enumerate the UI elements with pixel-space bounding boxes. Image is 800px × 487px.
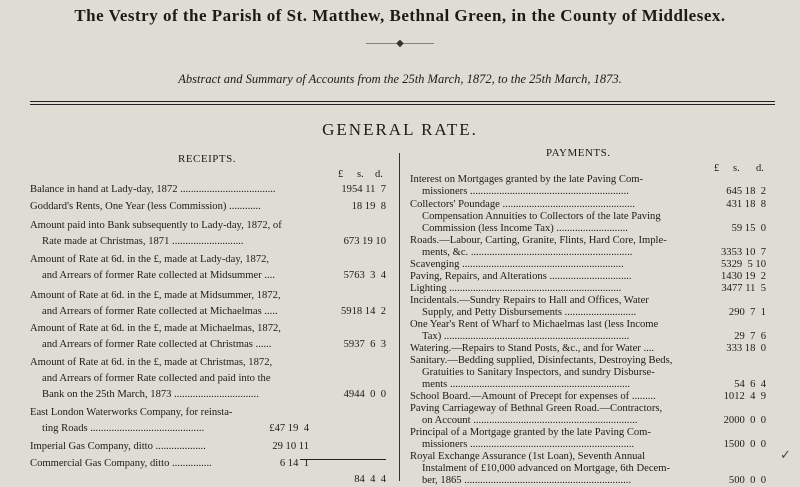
payments-unit-shillings: s. (733, 163, 740, 174)
payment-row-text: Supply, and Petty Disbursements ........................... (422, 307, 637, 318)
payments-unit-pence: d. (756, 163, 764, 174)
receipts-unit-pounds: £ (338, 169, 344, 180)
receipt-row-text: and Arrears of former Rate collected at Midsummer .... (42, 270, 275, 281)
payment-row-text: Paving Carriageway of Bethnal Green Road.—Contractors, (410, 403, 663, 414)
payment-row-text: School Board.—Amount of Precept for expenses of ......... (410, 391, 656, 402)
payment-row-text: Incidentals.—Sundry Repairs to Hall and Offices, Water (410, 295, 649, 306)
receipt-row-amount: 5918 14 2 (340, 306, 386, 317)
payment-row-amount: 3353 10 7 (720, 247, 766, 258)
payment-row-text: Collectors' Poundage .................................................. (410, 199, 635, 210)
receipt-row-text: Commercial Gas Company, ditto ............... (30, 458, 212, 469)
payment-row-amount: 333 18 0 (726, 343, 766, 354)
payment-row-text: Interest on Mortgages granted by the late Paving Com- (410, 174, 644, 185)
payment-row-amount: 1012 4 9 (723, 391, 766, 402)
payment-row-text: Tax) ...................................................................... (422, 331, 630, 342)
section-title: GENERAL RATE. (322, 120, 478, 139)
document-title: The Vestry of the Parish of St. Matthew, Bethnal Green, in the County of Middlesex. (74, 6, 726, 25)
payment-row-amount: 2000 0 0 (723, 415, 766, 426)
payment-row-text: ments, &c. ............................................................. (422, 247, 633, 258)
receipt-row-text: and Arrears of former Rate collected and paid into the (42, 373, 271, 384)
payment-row-text: Compensation Annuities to Collectors of the late Paving (422, 211, 661, 222)
receipt-row-amount: 6 14 1 (279, 458, 309, 469)
tick-mark: ✓ (780, 447, 791, 462)
payment-row-amount: 29 7 6 (734, 331, 766, 342)
payment-row-amount: 1500 0 0 (723, 439, 766, 450)
receipt-row-text: Amount of Rate at 6d. in the £, made at Christmas, 1872, (30, 357, 273, 368)
payment-row-amount: 500 0 0 (728, 475, 766, 486)
subtotal-rule (300, 459, 386, 460)
receipt-row-amount: 673 19 10 (343, 236, 386, 247)
receipt-row-text: Amount of Rate at 6d. in the £, made at Lady-day, 1872, (30, 254, 270, 265)
payments-heading: PAYMENTS. (546, 147, 611, 159)
receipt-row-text: Balance in hand at Lady-day, 1872 .................................... (30, 184, 276, 195)
receipt-row-text: Amount of Rate at 6d. in the £, made at Midsummer, 1872, (30, 290, 281, 301)
payment-row-text: Roads.—Labour, Carting, Granite, Flints, Hard Core, Imple- (410, 235, 667, 246)
payment-row-text: Principal of a Mortgage granted by the late Paving Com- (410, 427, 651, 438)
receipt-row-amount: 4944 0 0 (343, 389, 386, 400)
receipt-row-text: and Arrears of former Rate collected at Michaelmas ..... (42, 306, 278, 317)
payment-row-amount: 59 15 0 (731, 223, 766, 234)
payment-row-text: missioners .............................................................. (422, 439, 635, 450)
receipt-row-text: Imperial Gas Company, ditto ................... (30, 441, 206, 452)
payment-row-amount: 290 7 1 (728, 307, 766, 318)
receipts-unit-pence: d. (375, 169, 383, 180)
payment-row-amount: 5329 5 10 (720, 259, 766, 270)
receipt-row-text: and Arrears of former Rate collected at Christmas ...... (42, 339, 272, 350)
payments-unit-pounds: £ (714, 163, 720, 174)
payment-row-text: Instalment of £10,000 advanced on Mortgage, 6th Decem- (422, 463, 670, 474)
receipt-row-amount: 5763 3 4 (343, 270, 386, 281)
payment-row-text: Lighting ................................................................. (410, 283, 622, 294)
receipt-row-text: Amount of Rate at 6d. in the £, made at Michaelmas, 1872, (30, 323, 281, 334)
payment-row-text: Paving, Repairs, and Alterations ............................... (410, 271, 632, 282)
payment-row-text: Gratuities to Sanitary Inspectors, and sundry Disburse- (422, 367, 655, 378)
payment-row-text: Watering.—Repairs to Stand Posts, &c., and for Water .... (410, 343, 655, 354)
receipt-row-text: Amount paid into Bank subsequently to Lady-day, 1872, of (30, 220, 282, 231)
payment-row-text: ments .................................................................... (422, 379, 631, 390)
receipt-row-amount: 1954 11 7 (341, 184, 386, 195)
payment-row-amount: 1430 19 2 (720, 271, 766, 282)
payment-row-text: One Year's Rent of Wharf to Michaelmas last (less Income (410, 319, 659, 330)
payment-row-text: Scavenging ............................................................. (410, 259, 624, 270)
payment-row-amount: 645 18 2 (726, 186, 766, 197)
double-rule-bottom (30, 104, 775, 105)
receipts-unit-shillings: s. (357, 169, 364, 180)
title-ornament: ———◆——— (366, 38, 434, 49)
payment-row-amount: 431 18 8 (726, 199, 766, 210)
payment-row-text: Royal Exchange Assurance (1st Loan), Seventh Annual (410, 451, 646, 462)
receipt-row-amount: 29 10 11 (272, 441, 309, 452)
payment-row-text: ber, 1865 ............................................................... (422, 475, 632, 486)
receipt-row-amount: 84 4 4 (354, 474, 386, 485)
receipt-row-text: East London Waterworks Company, for reinsta- (30, 407, 233, 418)
payment-row-amount: 54 6 4 (734, 379, 766, 390)
receipts-heading: RECEIPTS. (178, 153, 236, 165)
payment-row-amount: 3477 11 5 (721, 283, 766, 294)
receipt-row-amount: 5937 6 3 (343, 339, 386, 350)
payment-row-text: Commission (less Income Tax) ........................... (422, 223, 628, 234)
receipt-row-text: Bank on the 25th March, 1873 ................................ (42, 389, 259, 400)
double-rule-top (30, 101, 775, 102)
payment-row-text: on Account .............................................................. (422, 415, 638, 426)
receipt-row-amount: £47 19 4 (269, 423, 309, 434)
column-divider (399, 153, 400, 481)
receipt-row-text: Goddard's Rents, One Year (less Commission) ............ (30, 201, 261, 212)
receipt-row-text: Rate made at Christmas, 1871 ........................... (42, 236, 244, 247)
payment-row-text: missioners ............................................................ (422, 186, 629, 197)
payment-row-text: Sanitary.—Bedding supplied, Disinfectants, Destroying Beds, (410, 355, 673, 366)
receipt-row-amount: 18 19 8 (351, 201, 386, 212)
abstract-subtitle: Abstract and Summary of Accounts from the 25th March, 1872, to the 25th March, 1873. (178, 72, 622, 86)
receipt-row-text: ting Roads ........................................... (42, 423, 205, 434)
